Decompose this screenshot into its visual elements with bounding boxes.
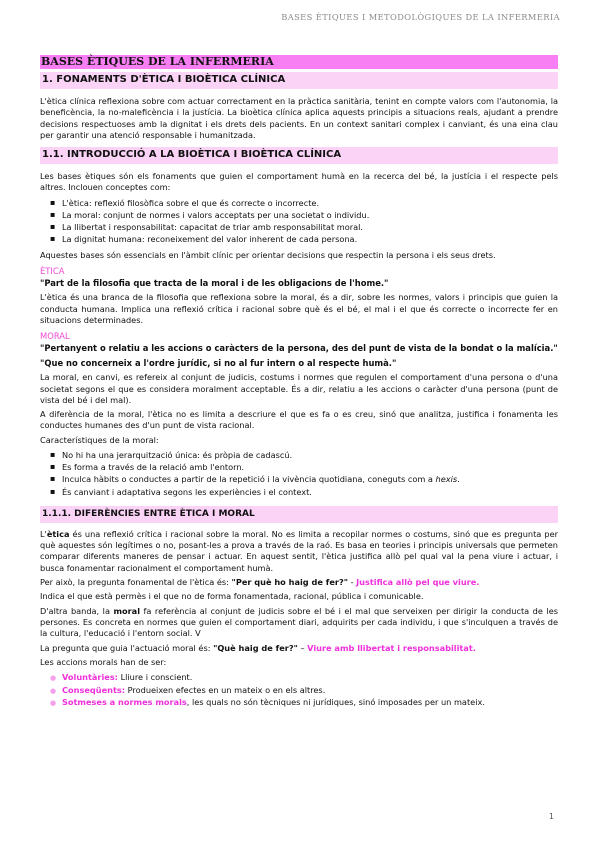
text-fragment: D'altra banda, la [40, 605, 114, 616]
list-item: ▪ No hi ha una jerarquització única: és pròpia de cadascú. [62, 449, 558, 461]
moral-quote-1: "Pertanyent o relatiu a les accions o caràcters de la persona, des del punt de vista de la bondat o la malícia." [40, 343, 558, 354]
etica-subheading: ÈTICA [40, 265, 65, 276]
list-item: ▪ Es forma a través de la relació amb l'entorn. [62, 461, 558, 473]
text-fragment: fa referència al conjunt de judicis sobre el bé i el mal que serveixen per dirigir la conducta de les persones. Es concreta en normes que guien el comportament diari, adquirits per cada individu, i que s'inculquen a través de la cultura, l'educació i l'entorn social. V [40, 605, 558, 639]
etica-quote: "Part de la filosofia que tracta de la moral i de les obligacions de l'home." [40, 277, 389, 288]
list-item [62, 473, 558, 485]
etica-term: ètica [46, 528, 70, 539]
section-1-paragraph: L'ètica clínica reflexiona sobre com actuar correctament en la pràctica sanitària, tenint en compte valors com l'autonomia, la beneficència, la no-maleficència i la justícia. La bioètica clínica aplica aquests principis a situacions reals, ajudant a prendre decisions respectuoses amb la dignitat i els drets dels pacients. En un context sanitari complex i canviant, és una eina clau per garantir una atenció responsable i humanitzada. [40, 96, 558, 140]
list-term: Voluntàries: [62, 672, 118, 683]
characteristics-intro: Característiques de la moral: [40, 434, 159, 445]
etica-indicates-paragraph: Indica el que està permès i el que no de forma fonamentada, racional, pública i comunicable. [40, 591, 424, 602]
question-text: "Què haig de fer?" [213, 642, 298, 653]
page-number: 1 [548, 812, 554, 821]
list-item [62, 671, 558, 684]
hexis-term: hexis [435, 474, 458, 485]
list-item: ▪ La moral: conjunt de normes i valors acceptats per una societat o individu. [62, 209, 558, 221]
moral-quote-2: "Que no concerneix a l'ordre jurídic, si no al fur intern o al respecte humà." [40, 357, 397, 368]
bases-intro: Les bases ètiques són els fonaments que guien el comportament humà en la recerca del bé, la justícia i el respecte pels altres. Inclouen conceptes com: [40, 171, 558, 193]
text-fragment: L' [40, 528, 47, 539]
moral-question [40, 643, 558, 654]
running-header [281, 12, 560, 26]
concepts-list [40, 197, 558, 246]
etica-definition-paragraph [40, 529, 558, 574]
list-term: Conseqüents: [62, 684, 126, 695]
moral-actions-intro: Les accions morals han de ser: [40, 656, 167, 667]
question-answer: Justifica allò pel que viure. [356, 577, 480, 588]
list-item [62, 684, 558, 697]
text-fragment: - [347, 577, 357, 588]
question-text: "Per què ho haig de fer?" [231, 577, 348, 588]
list-item: ▪ L'ètica: reflexió filosòfica sobre el que és correcte o incorrecte. [62, 197, 558, 209]
bases-closing: Aquestes bases són essencials en l'àmbit clínic per orientar decisions que respectin la persona i els seus drets. [40, 249, 496, 260]
list-item-text: Inculca hàbits o conductes a partir de la repetició i la vivència quotidiana, coneguts com a [62, 474, 436, 485]
section-heading-1-1-1: 1.1.1. DIFERÈNCIES ENTRE ÈTICA I MORAL [40, 506, 558, 523]
document-title: BASES ÈTIQUES DE LA INFERMERIA [40, 55, 558, 69]
list-item: ▪ És canviant i adaptativa segons les experiències i el context. [62, 486, 558, 498]
document-body [40, 55, 558, 713]
list-term: Sotmeses a normes morals [62, 697, 187, 708]
text-fragment: La pregunta que guia l'actuació moral és: [40, 642, 214, 653]
etica-question [40, 577, 558, 588]
header-text: BASES ÈTIQUES I METODOLÒGIQUES DE LA INFERMERIA [281, 12, 560, 22]
etica-paragraph: L'ètica és una branca de la filosofia que reflexiona sobre la moral, és a dir, sobre les normes, valors i principis que guien la conducta humana. Implica una reflexió crítica i racional sobre què és el bé, el mal i el que és correcte o incorrecte fer en situacions determinades. [40, 292, 558, 325]
moral-paragraph: La moral, en canvi, es refereix al conjunt de judicis, costums i normes que regulen el comportament d'una persona o d'una societat segons el que es considera moralment acceptable. És a dir, relatiu a les accions o caràcter d'una persona (punt de vista del bé i del mal). [40, 372, 558, 405]
characteristics-list [40, 449, 558, 498]
moral-actions-list [40, 671, 558, 709]
text-fragment: – [297, 642, 308, 653]
text-fragment: és una reflexió crítica i racional sobre la moral. No es limita a recopilar normes o costums, sinó que es pregunta per què aquestes són legítimes o no, posant-les a prova a través de la raó. Es basa en teories i principis universals que permeten comparar diferents maneres de pensar i actuar. En aquest sentit, l'ètica justifica allò pel qual val la pena viure i actuar, i busca fonamentar racionalment el comportament humà. [40, 528, 558, 573]
list-text: , les quals no són tècniques ni jurídiques, sinó imposades per un mateix. [186, 697, 485, 708]
question-answer: Viure amb llibertat i responsabilitat. [307, 642, 476, 653]
list-text: Lliure i conscient. [117, 672, 193, 683]
list-text: Produeixen efectes en un mateix o en els altres. [125, 684, 326, 695]
text-fragment: Per això, la pregunta fonamental de l'ètica és: [40, 577, 232, 588]
list-item: ▪ La llibertat i responsabilitat: capacitat de triar amb responsabilitat moral. [62, 221, 558, 233]
section-heading-1: 1. FONAMENTS D'ÈTICA I BIOÈTICA CLÍNICA [40, 72, 558, 89]
section-heading-1-1: 1.1. INTRODUCCIÓ A LA BIOÈTICA I BIOÈTICA CLÍNICA [40, 147, 558, 164]
list-item [62, 696, 558, 709]
moral-definition-paragraph [40, 606, 558, 640]
list-item: ▪ La dignitat humana: reconeixement del valor inherent de cada persona. [62, 233, 558, 245]
moral-term: moral [113, 605, 140, 616]
moral-subheading: MORAL [40, 331, 70, 342]
difference-paragraph: A diferència de la moral, l'ètica no es limita a descriure el que es fa o es creu, sinó que analitza, justifica i fonamenta les conductes humanes des d'un punt de vista racional. [40, 409, 558, 431]
list-item-end: . [457, 474, 460, 485]
